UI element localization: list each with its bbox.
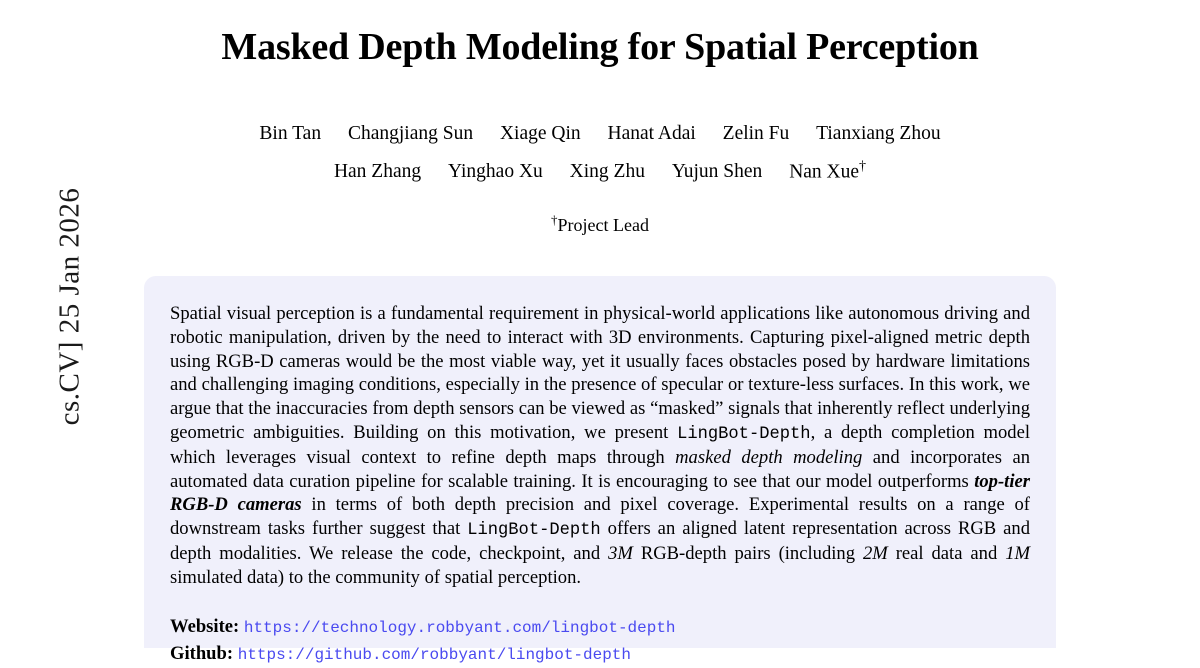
abstract-part: in terms of both depth precision and pixel coverage. Experimental results on a range of downstream tasks further suggest that <box>170 494 1030 540</box>
model-name: LingBot-Depth <box>677 424 811 444</box>
abstract-part: offers an aligned latent representation across RGB and depth modalities. We release the code, checkpoint, and <box>170 518 1030 565</box>
model-name: LingBot-Depth <box>467 521 601 541</box>
github-link[interactable]: https://github.com/robbyant/lingbot-depth <box>237 645 631 664</box>
abstract-part: and incorporates an automated data curation pipeline for scalable training. It is encouraging to see that our model outperforms <box>170 446 1030 492</box>
author-name: Zelin Fu <box>722 122 790 144</box>
dagger-marker: † <box>551 211 558 227</box>
author-list <box>96 118 1104 188</box>
abstract-part: , a depth completion model which leverages visual context to refine depth maps through <box>170 421 1030 468</box>
author-name: Xiage Qin <box>499 122 581 144</box>
author-row-2 <box>96 155 1104 188</box>
github-label: Github: <box>170 642 234 664</box>
paper-page <box>96 0 1104 664</box>
abstract-emphasis: top-tier RGB-D cameras <box>170 470 1030 516</box>
abstract-part: RGB-depth pairs (including <box>632 543 863 565</box>
website-link[interactable]: https://technology.robbyant.com/lingbot-depth <box>243 618 676 637</box>
author-name: Changjiang Sun <box>347 122 474 144</box>
dagger-marker: † <box>859 157 867 174</box>
project-lead-text: Project Lead <box>557 214 649 235</box>
abstract-text <box>170 302 1030 590</box>
website-label: Website: <box>170 615 240 637</box>
resource-links <box>170 614 1030 668</box>
author-name: Nan Xue <box>789 161 860 183</box>
abstract-part: Spatial visual perception is a fundamental requirement in physical-world applications like autonomous driving and robotic manipulation, driven by the need to interact with 3D environments. Capturing pixel-aligned metric depth using RGB-D cameras would be the most viable way, yet it usually faces obstacles posed by hardware limitations and challenging imaging conditions, especially in the presence of specular or texture-less surfaces. In this work, we argue that the inaccuracies from depth sensors can be viewed as “masked” signals that inherently reflect underlying geometric ambiguities. Building on this motivation, we present <box>170 303 1030 443</box>
website-link-row <box>170 614 1030 641</box>
project-lead-note <box>96 212 1104 236</box>
author-name: Yujun Shen <box>671 161 763 183</box>
author-name: Han Zhang <box>333 161 422 183</box>
abstract-math: 2M <box>862 543 888 565</box>
author-name: Yinghao Xu <box>448 161 543 183</box>
abstract-part: simulated data) to the community of spatial perception. <box>170 566 582 588</box>
arxiv-stamp-text: cs.CV] 25 Jan 2026 <box>53 187 86 426</box>
author-name: Bin Tan <box>259 122 322 144</box>
github-link-row <box>170 641 1030 668</box>
abstract-panel <box>144 276 1056 664</box>
author-name: Hanat Adai <box>607 122 696 144</box>
author-name: Tianxiang Zhou <box>816 122 941 144</box>
abstract-emphasis: masked depth modeling <box>675 446 863 468</box>
author-row-1 <box>96 118 1104 149</box>
abstract-part: real data and <box>887 543 1006 565</box>
arxiv-vertical-stamp <box>0 0 90 648</box>
author-name-with-dagger <box>789 155 866 188</box>
author-name: Xing Zhu <box>569 161 645 183</box>
abstract-math: 1M <box>1005 543 1030 565</box>
abstract-math: 3M <box>608 543 633 565</box>
page-title: Masked Depth Modeling for Spatial Perception <box>221 26 979 68</box>
